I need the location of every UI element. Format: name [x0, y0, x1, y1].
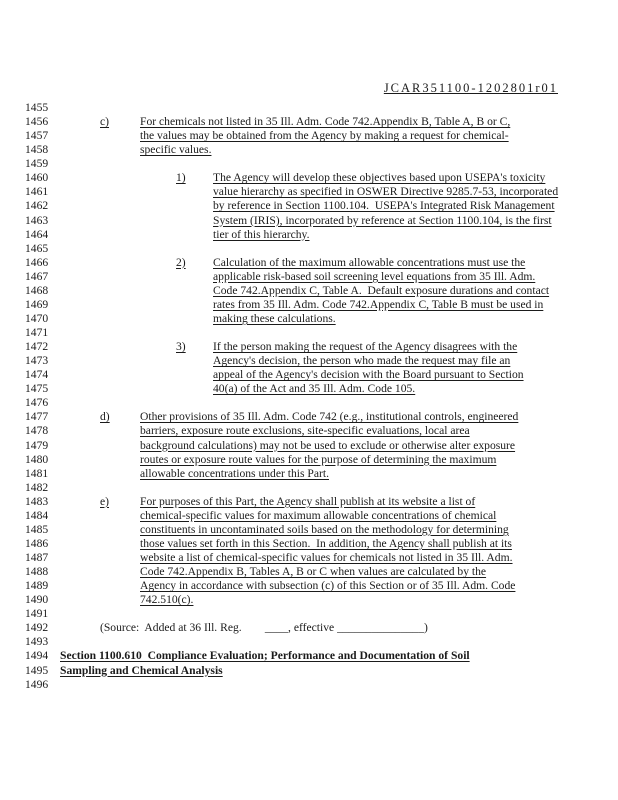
line-text: 40(a) of the Act and 35 Ill. Adm. Code 105. — [213, 382, 416, 396]
document-line — [0, 410, 618, 424]
document-line — [0, 551, 618, 565]
line-text: allowable concentrations under this Part. — [140, 466, 329, 480]
line-number: 1468 — [25, 283, 49, 297]
document-line — [0, 439, 618, 453]
line-text: routes or exposure route values for the purpose of determining the maximum — [140, 452, 497, 466]
line-number: 1488 — [25, 565, 49, 579]
line-number: 1492 — [25, 621, 49, 635]
line-number: 1462 — [25, 199, 49, 213]
line-text: constituents in uncontaminated soils based on the methodology for determining — [140, 522, 509, 536]
line-text: If the person making the request of the Agency disagrees with the — [213, 340, 518, 354]
line-number: 1495 — [25, 663, 49, 677]
line-number: 1469 — [25, 297, 49, 311]
line-number: 1459 — [25, 157, 49, 171]
line-text: The Agency will develop these objectives based upon USEPA's toxicity — [213, 171, 546, 185]
line-number: 1458 — [25, 143, 49, 157]
line-number: 1464 — [25, 227, 49, 241]
line-text: website a list of chemical-specific values for chemicals not listed in 35 Ill. Adm. — [140, 551, 513, 564]
document-line — [0, 270, 618, 284]
line-number: 1496 — [25, 677, 49, 691]
line-number: 1481 — [25, 466, 49, 480]
document-line — [0, 256, 618, 270]
line-number: 1466 — [25, 255, 49, 269]
line-number: 1494 — [25, 649, 49, 663]
line-number: 1471 — [25, 326, 49, 339]
line-text: Agency's decision, the person who made the request may file an — [213, 354, 511, 368]
line-number: 1475 — [25, 382, 49, 396]
line-text: Agency in accordance with subsection (c) of this Section or of 35 Ill. Adm. Code — [140, 579, 516, 593]
list-marker: 2) — [176, 255, 186, 269]
document-line — [0, 214, 618, 228]
line-text: barriers, exposure route exclusions, site-specific evaluations, local area — [140, 424, 470, 438]
line-text: (Source: Added at 36 Ill. Reg. ____, effective _______________) — [100, 621, 428, 635]
line-text: Section 1100.610 Compliance Evaluation; Performance and Documentation of Soil — [60, 649, 470, 663]
document-line — [0, 424, 618, 438]
list-marker: c) — [100, 115, 110, 129]
document-line — [0, 101, 618, 115]
line-text: Code 742.Appendix C, Table A. Default exposure durations and contact — [213, 283, 550, 297]
line-text: Sampling and Chemical Analysis — [60, 663, 223, 677]
document-line — [0, 228, 618, 242]
document-line — [0, 678, 618, 692]
document-line — [0, 199, 618, 213]
line-number: 1489 — [25, 579, 49, 593]
document-line — [0, 621, 618, 635]
document-line — [0, 396, 618, 410]
list-marker: 3) — [176, 340, 186, 354]
document-line — [0, 664, 618, 678]
document-line — [0, 185, 618, 199]
document-line — [0, 284, 618, 298]
line-number: 1493 — [25, 635, 49, 649]
line-number: 1456 — [25, 115, 49, 129]
line-number: 1491 — [25, 607, 49, 621]
document-line — [0, 326, 618, 340]
line-text: rates from 35 Ill. Adm. Code 742.Appendix C, Table B must be used in — [213, 297, 544, 311]
document-line — [0, 143, 618, 157]
line-text: Calculation of the maximum allowable concentrations must use the — [213, 255, 526, 269]
line-text: those values set forth in this Section. In addition, the Agency shall publish at its — [140, 536, 512, 550]
line-number: 1476 — [25, 396, 49, 410]
document-line — [0, 481, 618, 495]
document-line — [0, 157, 618, 171]
line-number: 1484 — [25, 508, 49, 522]
line-number: 1472 — [25, 340, 49, 354]
line-text: chemical-specific values for maximum allowable concentrations of chemical — [140, 508, 497, 522]
line-number: 1486 — [25, 536, 49, 550]
document-body — [0, 101, 618, 692]
line-number: 1461 — [25, 185, 49, 199]
line-number: 1470 — [25, 311, 49, 325]
line-text: background calculations) may not be used to exclude or otherwise alter exposure — [140, 438, 516, 452]
document-id-header: JCAR351100-1202801r01 — [383, 81, 558, 95]
document-line — [0, 649, 618, 663]
line-number: 1487 — [25, 551, 49, 564]
document-line — [0, 565, 618, 579]
line-text: 742.510(c). — [140, 593, 194, 607]
line-text: System (IRIS), incorporated by reference at Section 1100.104, is the first — [213, 213, 552, 227]
line-number: 1478 — [25, 424, 49, 438]
document-line — [0, 523, 618, 537]
line-text: For purposes of this Part, the Agency shall publish at its website a list of — [140, 494, 476, 508]
line-text: Other provisions of 35 Ill. Adm. Code 742 (e.g., institutional controls, engineered — [140, 410, 519, 424]
line-text: by reference in Section 1100.104. USEPA's Integrated Risk Management — [213, 199, 555, 213]
document-line — [0, 509, 618, 523]
list-marker: e) — [100, 494, 110, 508]
document-line — [0, 495, 618, 509]
document-line — [0, 354, 618, 368]
document-line — [0, 579, 618, 593]
line-text: tier of this hierarchy. — [213, 227, 310, 241]
document-line — [0, 115, 618, 129]
line-number: 1467 — [25, 269, 49, 283]
line-text: Code 742.Appendix B, Tables A, B or C when values are calculated by the — [140, 565, 487, 579]
line-text: specific values. — [140, 143, 212, 157]
document-line — [0, 453, 618, 467]
line-number: 1482 — [25, 480, 49, 494]
document-line — [0, 537, 618, 551]
document-line — [0, 467, 618, 481]
line-number: 1455 — [25, 101, 49, 114]
list-marker: 1) — [176, 171, 186, 185]
line-number: 1460 — [25, 171, 49, 185]
line-number: 1479 — [25, 438, 49, 452]
document-line — [0, 298, 618, 312]
line-number: 1483 — [25, 494, 49, 508]
line-number: 1477 — [25, 410, 49, 424]
line-text: the values may be obtained from the Agency by making a request for chemical- — [140, 129, 509, 143]
line-text: value hierarchy as specified in OSWER Directive 9285.7-53, incorporated — [213, 185, 559, 199]
document-line — [0, 368, 618, 382]
document-line — [0, 593, 618, 607]
document-line — [0, 635, 618, 649]
line-text: making these calculations. — [213, 311, 336, 325]
document-line — [0, 340, 618, 354]
line-text: For chemicals not listed in 35 Ill. Adm. Code 742.Appendix B, Table A, B or C, — [140, 115, 511, 129]
line-text: applicable risk-based soil screening level equations from 35 Ill. Adm. — [213, 269, 536, 283]
line-text: appeal of the Agency's decision with the Board pursuant to Section — [213, 368, 524, 382]
list-marker: d) — [100, 410, 110, 424]
document-line — [0, 171, 618, 185]
line-number: 1474 — [25, 368, 49, 382]
document-line — [0, 382, 618, 396]
line-number: 1463 — [25, 213, 49, 227]
line-number: 1457 — [25, 129, 49, 143]
line-number: 1490 — [25, 593, 49, 607]
document-line — [0, 129, 618, 143]
line-number: 1473 — [25, 354, 49, 368]
line-number: 1465 — [25, 241, 49, 255]
line-number: 1480 — [25, 452, 49, 466]
document-line — [0, 607, 618, 621]
document-line — [0, 312, 618, 326]
line-number: 1485 — [25, 522, 49, 536]
document-line — [0, 242, 618, 256]
